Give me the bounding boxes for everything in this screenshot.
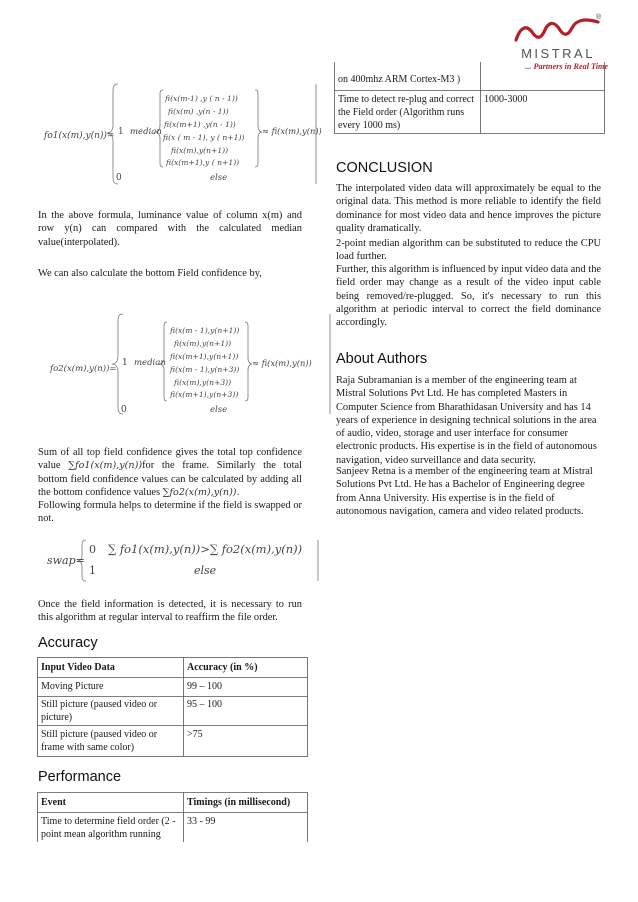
para-sum-s2: for the frame. Similarly the total bottom field confidence values can be calculated by adding all the bottom confidence values: [38, 460, 302, 498]
para-sum-s3: Following formula helps to determine if the field is swapped or not.: [38, 500, 302, 525]
heading-performance: Performance: [38, 769, 122, 785]
eq-sum-fo2: ∑fo2(x(m),y(n)).: [162, 486, 240, 498]
performance-header-event: Event: [41, 797, 66, 808]
fo1-lhs: fo1(x(m),y(n))=: [44, 131, 115, 141]
fo1-else: else: [210, 173, 228, 183]
fo1-zero: 0: [116, 173, 122, 183]
swap-lhs: swap=: [47, 554, 85, 567]
para-sum-s1: Sum of all top field confidence gives the total top confidence value: [38, 447, 302, 472]
swap-else: else: [194, 564, 217, 577]
fo1-one: 1: [118, 127, 124, 137]
fo1-term: fi(x(m-1) ,y ( n - 1)): [165, 94, 238, 103]
fo1-term: fi(x(m) ,y(n - 1)): [168, 107, 229, 116]
heading-accuracy: Accuracy: [38, 635, 98, 651]
accuracy-row-1-data: Still picture (paused video or picture): [41, 699, 158, 723]
fo2-approx: ≈ fi(x(m),y(n)): [252, 358, 312, 368]
logo-brand: MISTRAL: [521, 46, 595, 61]
accuracy-header-data: Input Video Data: [41, 662, 115, 673]
authors-p2: Sanjeev Retna is a member of the engineering team at Mistral Solutions Pvt Ltd. He has a Bachelor of Engineering degree from Anna University. His expertise is in the field of autonomous navigation, camera and video related products.: [336, 466, 593, 517]
swap-one: 1: [89, 564, 96, 577]
heading-about-authors: About Authors: [336, 351, 428, 367]
performance-row-0-event: Time to determine field order (2 - point mean algorithm running: [41, 816, 176, 840]
performance-header-timings: Timings (in millisecond): [187, 797, 291, 808]
swap-zero: 0: [89, 543, 96, 556]
fo1-approx: ≈ fi(x(m),y(n)): [262, 126, 322, 136]
fo2-else: else: [210, 405, 228, 415]
right-table-row-0-event: Time to detect re-plug and correct the Field order (Algorithm runs every 1000 ms): [338, 94, 474, 131]
fo1-term: fi(x(m),y(n+1)): [171, 146, 229, 155]
conclusion-p2: 2-point median algorithm can be substituted to reduce the CPU load further.: [336, 238, 601, 263]
right-table-row-0-timing: 1000-3000: [484, 94, 528, 105]
accuracy-row-0-value: 99 – 100: [187, 681, 222, 692]
accuracy-row-1-value: 95 – 100: [187, 699, 222, 710]
accuracy-row-0-data: Moving Picture: [41, 681, 104, 692]
para-detect: Once the field information is detected, it is necessary to run this algorithm at regular interval to reaffirm the file order.: [38, 599, 302, 624]
para-bottom-confidence: We can also calculate the bottom Field confidence by,: [38, 268, 262, 279]
fo2-median: median: [134, 358, 166, 368]
authors-p1: Raja Subramanian is a member of the engineering team at Mistral Solutions Pvt Ltd. He has completed Masters in Computer Science from Bharathidasan University and has 14 years of experience in designing technical solutions in the area of audio, video, storage and user interface for consumer electronic products. His expertise is in the field of autonomous navigation, video surveillance and data security.: [336, 375, 597, 466]
fo2-zero: 0: [121, 405, 127, 415]
swap-expr: ∑ fo1(x(m),y(n))>∑ fo2(x(m),y(n)): [108, 542, 303, 556]
fo2-one: 1: [122, 358, 128, 368]
performance-row-0-timing: 33 - 99: [187, 816, 216, 827]
registered-mark: ®: [596, 14, 602, 21]
fo1-term: fi(x(m+1) ,y(n - 1)): [164, 120, 236, 129]
fo2-term: fi(x(m+1),y(n+1)): [170, 352, 239, 361]
accuracy-row-2-value: >75: [187, 729, 203, 740]
heading-conclusion: CONCLUSION: [336, 160, 433, 176]
logo-tagline: ... Partners in Real Time: [525, 62, 608, 71]
fo2-term: fi(x(m),y(n+1)): [174, 339, 232, 348]
conclusion-p1: The interpolated video data will approximately be equal to the original data. This method is more reliable to identify the field dominance for most video data and hence improves the picture quality dramatically.: [336, 183, 601, 234]
fo2-term: fi(x(m+1),y(n+3)): [170, 390, 239, 399]
fo2-lhs: fo2(x(m),y(n))=: [50, 364, 117, 374]
right-table-row-cont: on 400mhz ARM Cortex-M3 ): [338, 74, 461, 85]
right-table-grid: [0, 0, 620, 140]
conclusion-p3: Further, this algorithm is influenced by input video data and the field order may change as a result of the video input cable being removed/re-plugged. So, it's necessary to run this algorithm at periodic interval to correct the field dominance accordingly.: [336, 264, 601, 329]
fo2-term: fi(x(m),y(n+3)): [174, 378, 232, 387]
fo2-term: fi(x(m - 1),y(n+3)): [170, 365, 240, 374]
fo2-term: fi(x(m - 1),y(n+1)): [170, 326, 240, 335]
eq-sum-fo1: ∑fo1(x(m),y(n)): [68, 460, 143, 472]
fo1-term: fi(x(m+1),y ( n+1)): [166, 158, 240, 167]
fo1-term: fi(x ( m - 1), y ( n+1)): [163, 133, 245, 142]
fo1-median: median: [130, 127, 162, 137]
accuracy-header-value: Accuracy (in %): [187, 662, 258, 673]
accuracy-row-2-data: Still picture (paused video or frame with same color): [41, 729, 158, 753]
para-luminance: In the above formula, luminance value of column x(m) and row y(n) can compared with the calculated median value(interpolated).: [38, 210, 302, 248]
